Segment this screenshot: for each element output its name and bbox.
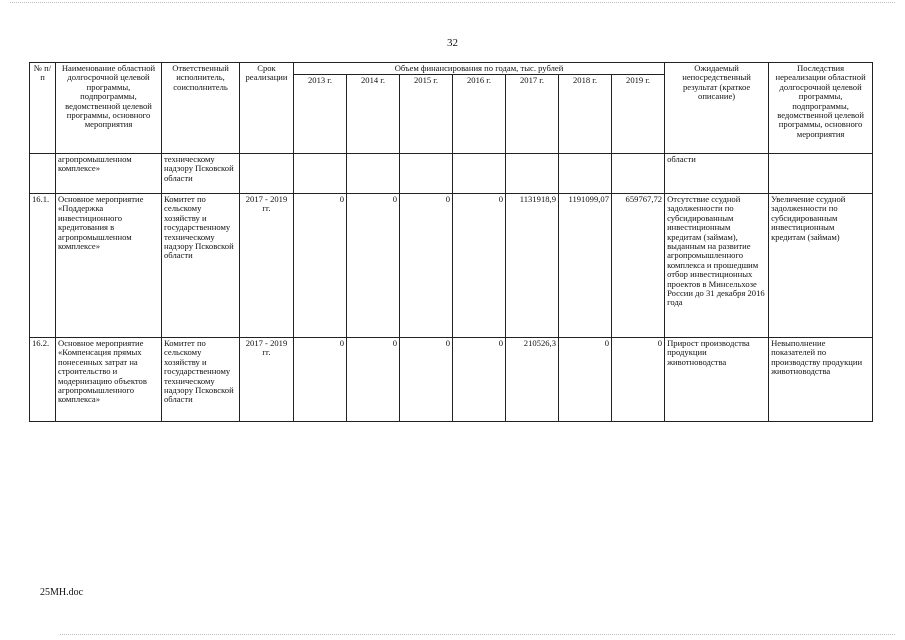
footer-filename: 25MH.doc (40, 587, 84, 598)
cell-no: 16.2. (30, 338, 56, 422)
table-row (30, 338, 873, 422)
header-row-1 (30, 63, 873, 75)
cell-name: Основное мероприятие «Компенсация прямых понесенных затрат на строительство и модернизацию объектов агропромышленного комплекса» (56, 338, 162, 422)
cell-value: 1191099,07 (559, 194, 612, 338)
header-funding: Объем финансирования по годам, тыс. рублей (294, 63, 665, 75)
header-consequences: Последствия нереализации областной долгосрочной целевой программы, подпрограммы, ведомственной целевой программы, основного мероприятия (769, 63, 873, 154)
cell-value: 0 (400, 338, 453, 422)
table-row (30, 154, 873, 194)
cell-responsible: техническому надзору Псковской области (162, 154, 240, 194)
cell-consequences (769, 154, 873, 194)
cell-value: 0 (347, 338, 400, 422)
table-row (30, 194, 873, 338)
program-table (29, 62, 873, 422)
cell-term: 2017 - 2019 гг. (240, 338, 294, 422)
cell-name: Основное мероприятие «Поддержка инвестиционного кредитования в агропромышленном комплексе» (56, 194, 162, 338)
cell-value (559, 154, 612, 194)
cell-name: агропромышленном комплексе» (56, 154, 162, 194)
cell-value (612, 154, 665, 194)
header-year: 2013 г. (294, 75, 347, 154)
scan-edge-bottom (60, 634, 895, 636)
cell-value: 659767,72 (612, 194, 665, 338)
cell-value (453, 154, 506, 194)
cell-value: 0 (294, 338, 347, 422)
cell-consequences: Увеличение ссудной задолженности по субсидированным инвестиционным кредитам (займам) (769, 194, 873, 338)
cell-value: 0 (453, 338, 506, 422)
header-year: 2017 г. (506, 75, 559, 154)
header-no: № п/п (30, 63, 56, 154)
cell-value: 0 (347, 194, 400, 338)
header-year: 2015 г. (400, 75, 453, 154)
cell-term: 2017 - 2019 гг. (240, 194, 294, 338)
cell-responsible: Комитет по сельскому хозяйству и государственному техническому надзору Псковской области (162, 338, 240, 422)
cell-consequences: Невыполнение показателей по производству продукции животноводства (769, 338, 873, 422)
header-year: 2018 г. (559, 75, 612, 154)
cell-value (294, 154, 347, 194)
header-year: 2016 г. (453, 75, 506, 154)
header-term: Срок реализации (240, 63, 294, 154)
cell-expected: Отсутствие ссудной задолженности по субсидированным инвестиционным кредитам (займам), выданным на развитие агропромышленного комплекса и прошедшим отбор инвестиционных проектов в Минсельхозе России до 31 декабря 2016 года (665, 194, 769, 338)
page-number: 32 (447, 37, 458, 49)
cell-value: 0 (400, 194, 453, 338)
cell-value: 210526,3 (506, 338, 559, 422)
cell-value (347, 154, 400, 194)
cell-value: 0 (612, 338, 665, 422)
cell-no: 16.1. (30, 194, 56, 338)
cell-value (400, 154, 453, 194)
header-year: 2019 г. (612, 75, 665, 154)
header-responsible: Ответственный исполнитель, соисполнитель (162, 63, 240, 154)
cell-no (30, 154, 56, 194)
cell-expected: области (665, 154, 769, 194)
cell-value: 0 (453, 194, 506, 338)
cell-term (240, 154, 294, 194)
cell-value: 0 (559, 338, 612, 422)
cell-value: 0 (294, 194, 347, 338)
scan-edge-top (10, 2, 895, 4)
cell-expected: Прирост производства продукции животноводства (665, 338, 769, 422)
cell-responsible: Комитет по сельскому хозяйству и государственному техническому надзору Псковской области (162, 194, 240, 338)
cell-value: 1131918,9 (506, 194, 559, 338)
header-year: 2014 г. (347, 75, 400, 154)
header-name: Наименование областной долгосрочной целевой программы, подпрограммы, ведомственной целевой программы, основного мероприятия (56, 63, 162, 154)
cell-value (506, 154, 559, 194)
header-expected: Ожидаемый непосредственный результат (краткое описание) (665, 63, 769, 154)
